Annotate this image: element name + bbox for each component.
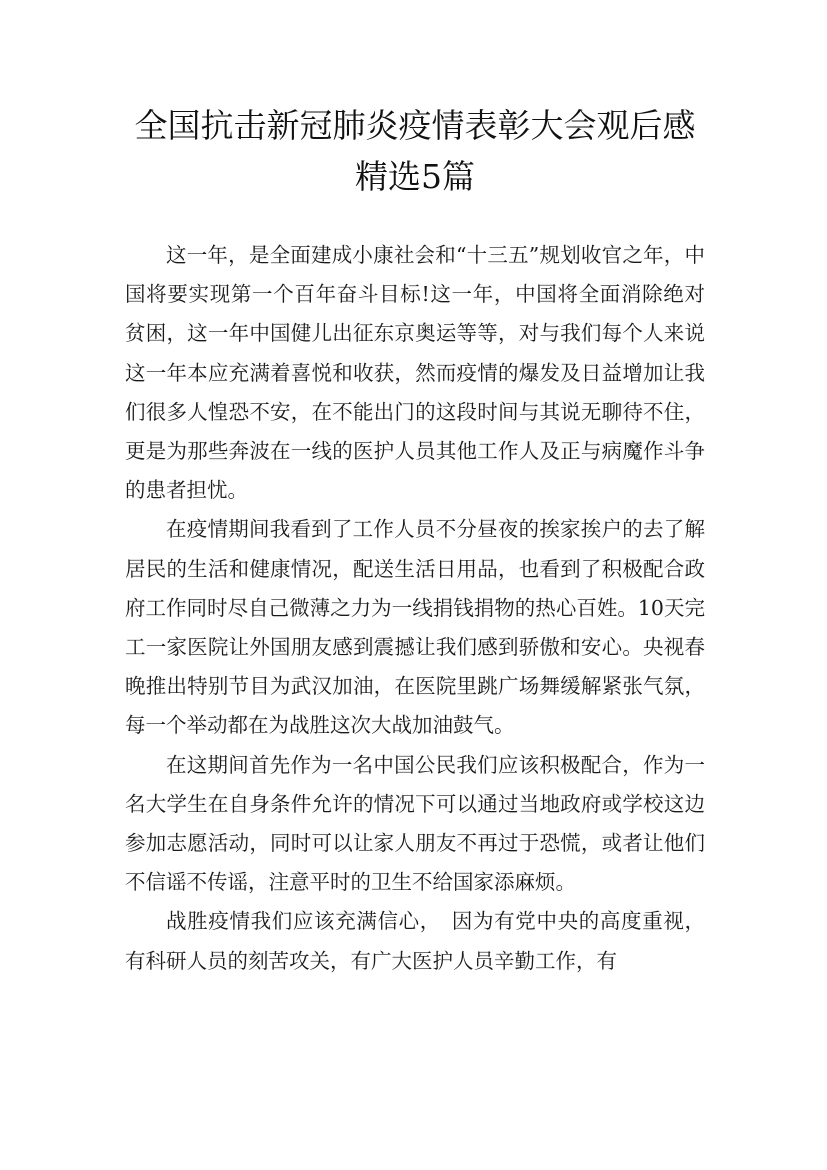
paragraph-1: 这一年，是全面建成小康社会和“十三五”规划收官之年，中国将要实现第一个百年奋斗目标!这一年，中国将全面消除绝对贫困，这一年中国健儿出征东京奥运等等，对与我们每个人来说这一年本应充满着喜悦和收获，然而疫情的爆发及日益增加让我们很多人惶恐不安，在不能出门的这段时间与其说无聊待不住，更是为那些奔波在一线的医护人员其他工作人及正与病魔作斗争的患者担忧。 [125,243,705,503]
paragraph-2: 在疫情期间我看到了工作人员不分昼夜的挨家挨户的去了解居民的生活和健康情况，配送生活日用品，也看到了积极配合政府工作同时尽自己微薄之力为一线捐钱捐物的热心百姓。10天完工一家医院让外国朋友感到震撼让我们感到骄傲和安心。央视春晚推出特别节目为武汉加油，在医院里跳广场舞缓解紧张气氛，每一个举动都在为战胜这次大战加油鼓气。 [125,517,705,738]
paragraph-3: 在这期间首先作为一名中国公民我们应该积极配合，作为一名大学生在自身条件允许的情况下可以通过当地政府或学校这边参加志愿活动，同时可以让家人朋友不再过于恐慌，或者让他们不信谣不传谣，注意平时的卫生不给国家添麻烦。 [125,752,705,895]
document-title: 全国抗击新冠肺炎疫情表彰大会观后感精选5篇 [134,106,696,196]
paragraph-4: 战胜疫情我们应该充满信心， 因为有党中央的高度重视，有科研人员的刻苦攻关，有广大医护人员辛勤工作，有 [125,909,705,973]
document-body [125,236,705,981]
